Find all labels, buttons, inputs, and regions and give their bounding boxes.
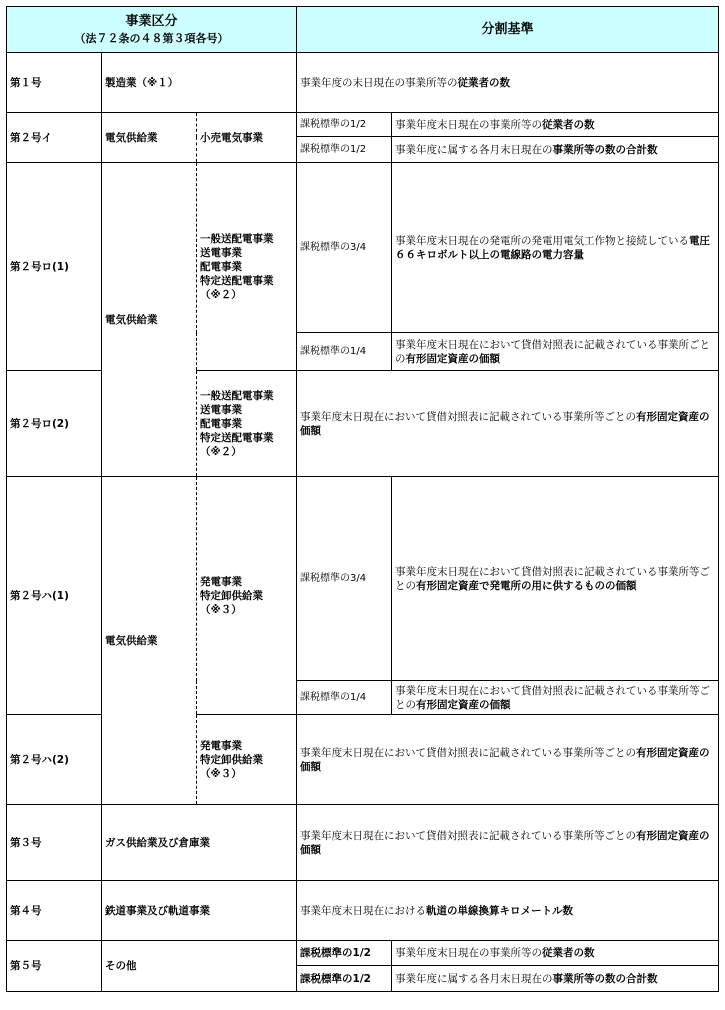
table-row (7, 113, 719, 137)
table-row (7, 805, 719, 881)
tax-base-ratio: 課税標準の1/4 (297, 681, 392, 715)
division-criteria-table (6, 6, 719, 992)
row-number: 第２号ロ(1) (7, 163, 102, 371)
basis-title: 分割基準 (481, 21, 534, 37)
table-row (7, 941, 719, 966)
table-row (7, 881, 719, 941)
row-number: 第３号 (7, 805, 102, 881)
basis-header (297, 7, 719, 53)
row-number: 第２号ハ(2) (7, 715, 102, 805)
division-basis: 事業年度の末日現在の事業所等の従業者の数 (297, 53, 719, 113)
sub-business-type: 一般送配電事業 送電事業 配電事業 特定送配電事業 （※２） (197, 163, 297, 371)
row-number: 第５号 (7, 941, 102, 992)
division-basis: 事業年度末日現在における軌道の単線換算キロメートル数 (297, 881, 719, 941)
row-number: 第２号ロ(2) (7, 371, 102, 477)
division-basis: 事業年度に属する各月末日現在の事業所等の数の合計数 (392, 966, 719, 992)
tax-base-ratio: 課税標準の1/2 (297, 966, 392, 992)
tax-base-ratio: 課税標準の3/4 (297, 477, 392, 681)
business-type: 電気供給業 (102, 477, 197, 805)
row-number: 第４号 (7, 881, 102, 941)
row-number: 第２号イ (7, 113, 102, 163)
business-type: 電気供給業 (102, 113, 197, 163)
division-basis: 事業年度末日現在において貸借対照表に記載されている事業所等ごとの有形固定資産の価額 (297, 715, 719, 805)
table-row (7, 53, 719, 113)
sub-business-type: 一般送配電事業 送電事業 配電事業 特定送配電事業 （※２） (197, 371, 297, 477)
tax-base-ratio: 課税標準の1/2 (297, 941, 392, 966)
business-type: その他 (102, 941, 297, 992)
business-type: ガス供給業及び倉庫業 (102, 805, 297, 881)
category-subtitle: （法７２条の４８第３項各号） (74, 31, 229, 45)
sub-business-type: 発電事業 特定卸供給業 （※３） (197, 715, 297, 805)
division-basis: 事業年度末日現在において貸借対照表に記載されている事業所等ごとの有形固定資産の価額 (297, 805, 719, 881)
category-header (7, 7, 297, 53)
tax-base-ratio: 課税標準の3/4 (297, 163, 392, 333)
division-basis: 事業年度に属する各月末日現在の事業所等の数の合計数 (392, 137, 719, 163)
table-row (7, 477, 719, 681)
table-row (7, 163, 719, 333)
tax-base-ratio: 課税標準の1/2 (297, 113, 392, 137)
division-basis: 事業年度末日現在の発電所の発電用電気工作物と接続している電圧６６キロボルト以上の電線路の電力容量 (392, 163, 719, 333)
division-basis: 事業年度末日現在の事業所等の従業者の数 (392, 113, 719, 137)
business-type: 鉄道事業及び軌道事業 (102, 881, 297, 941)
sub-business-type: 小売電気事業 (197, 113, 297, 163)
header-row (7, 7, 719, 53)
division-basis: 事業年度末日現在において貸借対照表に記載されている事業所ごとの有形固定資産の価額 (392, 333, 719, 371)
division-basis: 事業年度末日現在において貸借対照表に記載されている事業所等ごとの有形固定資産の価額 (297, 371, 719, 477)
division-basis: 事業年度末日現在において貸借対照表に記載されている事業所等ごとの有形固定資産で発電所の用に供するものの価額 (392, 477, 719, 681)
category-title: 事業区分 (125, 13, 178, 29)
tax-base-ratio: 課税標準の1/4 (297, 333, 392, 371)
row-number: 第２号ハ(1) (7, 477, 102, 715)
division-basis: 事業年度末日現在の事業所等の従業者の数 (392, 941, 719, 966)
division-basis: 事業年度末日現在において貸借対照表に記載されている事業所等ごとの有形固定資産の価額 (392, 681, 719, 715)
business-type: 製造業（※１） (102, 53, 297, 113)
sub-business-type: 発電事業 特定卸供給業 （※３） (197, 477, 297, 715)
tax-base-ratio: 課税標準の1/2 (297, 137, 392, 163)
row-number: 第１号 (7, 53, 102, 113)
business-type: 電気供給業 (102, 163, 197, 477)
